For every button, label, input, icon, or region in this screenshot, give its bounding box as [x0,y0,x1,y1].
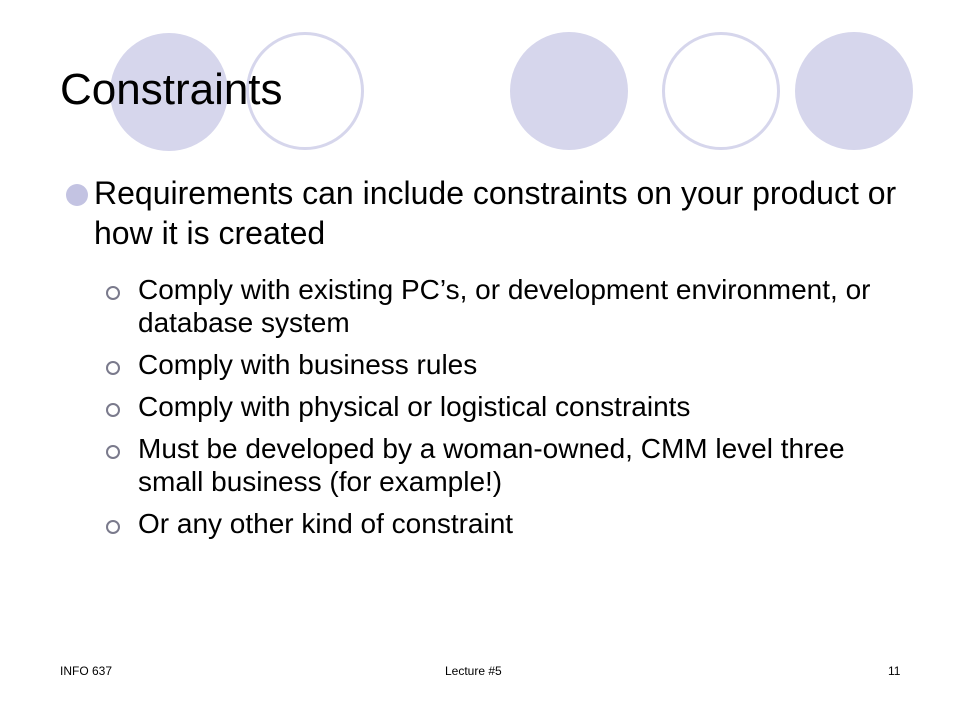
sub-bullet [104,432,904,498]
footer-page-number: 11 [888,664,901,678]
sub-bullet-text: Comply with business rules [138,349,478,380]
sub-bullet-text: Or any other kind of constraint [138,508,514,539]
footer-course: INFO 637 [60,664,113,678]
sub-bullet [104,390,904,423]
bullet-dot-icon [66,184,88,206]
sub-bullet-text: Must be developed by a woman-owned, CMM level three small business (for example!) [138,433,845,497]
footer-lecture: Lecture #5 [445,664,502,678]
decorative-circle-5 [795,32,913,150]
sub-bullet-text: Comply with physical or logistical constraints [138,391,691,422]
ring-bullet-icon [106,286,120,300]
main-bullet [60,173,900,253]
ring-bullet-icon [106,520,120,534]
sub-bullet [104,273,904,339]
sub-bullet [104,507,904,540]
main-bullet-text: Requirements can include constraints on your product or how it is created [94,175,897,251]
sub-bullet [104,348,904,381]
sub-bullet-text: Comply with existing PC’s, or development environment, or database system [138,274,871,338]
ring-bullet-icon [106,403,120,417]
ring-bullet-icon [106,361,120,375]
ring-bullet-icon [106,445,120,459]
decorative-circle-3 [510,32,628,150]
decorative-circle-4 [662,32,780,150]
slide-title: Constraints [60,65,283,114]
sub-bullet-list [104,273,904,549]
